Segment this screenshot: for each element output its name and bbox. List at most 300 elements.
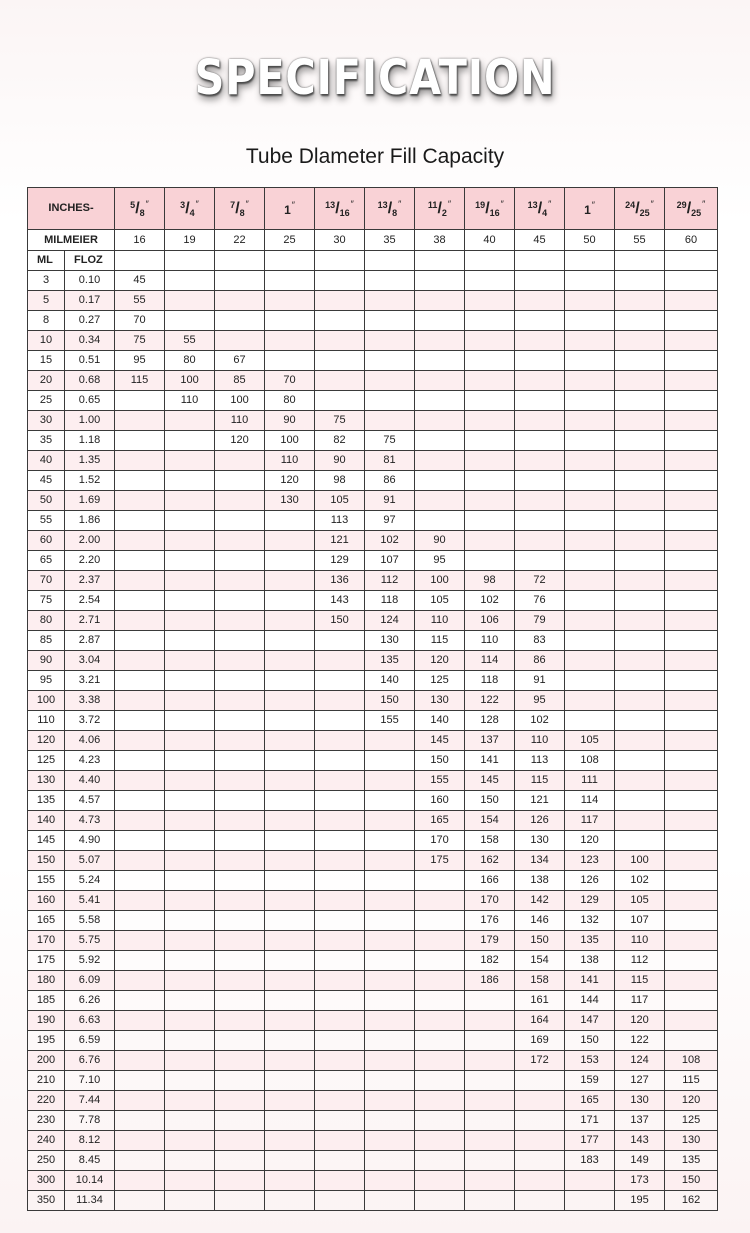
- ml-value: 190: [28, 1011, 65, 1031]
- capacity-cell: [215, 331, 265, 351]
- capacity-cell: [415, 951, 465, 971]
- floz-value: 3.21: [65, 671, 115, 691]
- capacity-cell: 150: [515, 931, 565, 951]
- capacity-cell: [415, 431, 465, 451]
- capacity-cell: [265, 511, 315, 531]
- capacity-cell: [665, 311, 718, 331]
- capacity-cell: 79: [515, 611, 565, 631]
- capacity-cell: [265, 891, 315, 911]
- diameter-inch-header: $^{19}/_{16}''$: [465, 188, 515, 230]
- capacity-cell: [615, 311, 665, 331]
- capacity-cell: [665, 711, 718, 731]
- units-row: [28, 251, 718, 271]
- capacity-cell: [165, 651, 215, 671]
- capacity-cell: [265, 571, 315, 591]
- capacity-cell: 124: [365, 611, 415, 631]
- capacity-cell: [515, 351, 565, 371]
- capacity-cell: 144: [565, 991, 615, 1011]
- capacity-cell: [465, 1011, 515, 1031]
- capacity-cell: [465, 1171, 515, 1191]
- capacity-cell: [165, 1071, 215, 1091]
- capacity-cell: [315, 651, 365, 671]
- capacity-cell: [515, 531, 565, 551]
- capacity-cell: [565, 1191, 615, 1211]
- capacity-cell: 120: [615, 1011, 665, 1031]
- capacity-cell: [365, 931, 415, 951]
- capacity-cell: 75: [315, 411, 365, 431]
- capacity-cell: [165, 1151, 215, 1171]
- capacity-cell: [215, 951, 265, 971]
- capacity-cell: [665, 271, 718, 291]
- capacity-cell: [215, 631, 265, 651]
- capacity-cell: [615, 471, 665, 491]
- capacity-row: [28, 331, 718, 351]
- capacity-cell: 121: [515, 791, 565, 811]
- capacity-cell: 150: [315, 611, 365, 631]
- capacity-cell: [415, 331, 465, 351]
- capacity-cell: [315, 391, 365, 411]
- capacity-cell: [565, 551, 615, 571]
- capacity-cell: [315, 791, 365, 811]
- ml-value: 140: [28, 811, 65, 831]
- capacity-cell: 70: [265, 371, 315, 391]
- capacity-cell: [565, 471, 615, 491]
- capacity-cell: [665, 611, 718, 631]
- capacity-cell: [565, 691, 615, 711]
- capacity-cell: [665, 451, 718, 471]
- capacity-cell: [115, 971, 165, 991]
- capacity-cell: 105: [415, 591, 465, 611]
- capacity-cell: 95: [415, 551, 465, 571]
- capacity-cell: [415, 271, 465, 291]
- capacity-cell: [165, 831, 215, 851]
- capacity-cell: [615, 491, 665, 511]
- capacity-cell: [315, 331, 365, 351]
- capacity-cell: [215, 771, 265, 791]
- capacity-cell: [115, 911, 165, 931]
- capacity-cell: [415, 1091, 465, 1111]
- capacity-cell: [665, 731, 718, 751]
- capacity-cell: [465, 471, 515, 491]
- capacity-cell: 125: [665, 1111, 718, 1131]
- capacity-cell: [115, 991, 165, 1011]
- capacity-cell: [515, 331, 565, 351]
- capacity-cell: [265, 831, 315, 851]
- capacity-cell: 81: [365, 451, 415, 471]
- capacity-row: [28, 1051, 718, 1071]
- capacity-cell: [315, 991, 365, 1011]
- capacity-cell: [665, 491, 718, 511]
- capacity-cell: [615, 691, 665, 711]
- capacity-cell: [165, 411, 215, 431]
- capacity-cell: 158: [465, 831, 515, 851]
- capacity-cell: [665, 871, 718, 891]
- capacity-cell: [265, 271, 315, 291]
- capacity-row: [28, 431, 718, 451]
- capacity-row: [28, 571, 718, 591]
- capacity-cell: 179: [465, 931, 515, 951]
- capacity-cell: 128: [465, 711, 515, 731]
- capacity-cell: [215, 831, 265, 851]
- capacity-row: [28, 531, 718, 551]
- ml-value: 25: [28, 391, 65, 411]
- floz-value: 6.59: [65, 1031, 115, 1051]
- capacity-cell: [165, 931, 215, 951]
- capacity-cell: [115, 651, 165, 671]
- ml-value: 125: [28, 751, 65, 771]
- capacity-cell: [265, 331, 315, 351]
- capacity-cell: [165, 1191, 215, 1211]
- capacity-cell: 141: [565, 971, 615, 991]
- capacity-cell: 165: [565, 1091, 615, 1111]
- capacity-row: [28, 711, 718, 731]
- capacity-row: [28, 851, 718, 871]
- floz-value: 1.86: [65, 511, 115, 531]
- capacity-cell: [165, 511, 215, 531]
- diameter-mm-value: 30: [315, 230, 365, 251]
- capacity-cell: [415, 1171, 465, 1191]
- ml-value: 75: [28, 591, 65, 611]
- capacity-cell: 97: [365, 511, 415, 531]
- capacity-cell: [565, 491, 615, 511]
- capacity-cell: [665, 911, 718, 931]
- capacity-cell: [515, 271, 565, 291]
- diameter-mm-value: 55: [615, 230, 665, 251]
- capacity-cell: 195: [615, 1191, 665, 1211]
- ml-value: 250: [28, 1151, 65, 1171]
- capacity-row: [28, 291, 718, 311]
- capacity-cell: [615, 671, 665, 691]
- capacity-cell: [515, 1111, 565, 1131]
- capacity-cell: [515, 451, 565, 471]
- capacity-cell: 175: [415, 851, 465, 871]
- capacity-row: [28, 371, 718, 391]
- millimeter-row: [28, 230, 718, 251]
- capacity-cell: 126: [515, 811, 565, 831]
- diameter-inch-header: $^{13}/_8''$: [365, 188, 415, 230]
- capacity-cell: [365, 951, 415, 971]
- diameter-inch-header: $^3/_4''$: [165, 188, 215, 230]
- capacity-cell: [265, 531, 315, 551]
- capacity-cell: [265, 291, 315, 311]
- capacity-cell: 72: [515, 571, 565, 591]
- capacity-cell: [365, 891, 415, 911]
- capacity-cell: [115, 711, 165, 731]
- capacity-cell: [615, 291, 665, 311]
- capacity-cell: [465, 271, 515, 291]
- capacity-cell: [215, 991, 265, 1011]
- capacity-cell: [115, 891, 165, 911]
- capacity-cell: [265, 1191, 315, 1211]
- capacity-cell: [165, 611, 215, 631]
- capacity-cell: [215, 1031, 265, 1051]
- capacity-cell: [615, 411, 665, 431]
- capacity-cell: [315, 1051, 365, 1071]
- capacity-cell: [415, 871, 465, 891]
- capacity-cell: [165, 851, 215, 871]
- capacity-cell: 120: [265, 471, 315, 491]
- capacity-row: [28, 791, 718, 811]
- capacity-cell: 120: [415, 651, 465, 671]
- capacity-cell: [165, 711, 215, 731]
- floz-value: 8.45: [65, 1151, 115, 1171]
- capacity-cell: [315, 951, 365, 971]
- capacity-cell: [265, 671, 315, 691]
- capacity-cell: 117: [565, 811, 615, 831]
- capacity-cell: [165, 1171, 215, 1191]
- capacity-cell: [515, 1091, 565, 1111]
- capacity-cell: [365, 771, 415, 791]
- capacity-cell: [665, 551, 718, 571]
- capacity-cell: [465, 1031, 515, 1051]
- capacity-cell: 80: [165, 351, 215, 371]
- capacity-cell: [265, 631, 315, 651]
- capacity-cell: 76: [515, 591, 565, 611]
- ml-value: 210: [28, 1071, 65, 1091]
- floz-value: 6.09: [65, 971, 115, 991]
- ml-value: 55: [28, 511, 65, 531]
- capacity-cell: 110: [165, 391, 215, 411]
- capacity-cell: [365, 1131, 415, 1151]
- units-empty-cell: [115, 251, 165, 271]
- capacity-cell: [415, 471, 465, 491]
- capacity-cell: 102: [515, 711, 565, 731]
- capacity-cell: [215, 271, 265, 291]
- capacity-cell: 173: [615, 1171, 665, 1191]
- capacity-cell: [615, 371, 665, 391]
- capacity-cell: [165, 631, 215, 651]
- capacity-cell: 150: [415, 751, 465, 771]
- capacity-cell: [215, 751, 265, 771]
- capacity-cell: [515, 1131, 565, 1151]
- capacity-cell: 170: [465, 891, 515, 911]
- capacity-cell: [315, 911, 365, 931]
- capacity-cell: 164: [515, 1011, 565, 1031]
- capacity-cell: [665, 1011, 718, 1031]
- capacity-row: [28, 691, 718, 711]
- capacity-cell: [115, 931, 165, 951]
- capacity-cell: [265, 1071, 315, 1091]
- units-empty-cell: [165, 251, 215, 271]
- capacity-cell: [215, 971, 265, 991]
- capacity-cell: [115, 1011, 165, 1031]
- capacity-row: [28, 1071, 718, 1091]
- capacity-cell: [515, 551, 565, 571]
- millimeter-label: MILMEIER: [28, 230, 115, 251]
- capacity-cell: [115, 1131, 165, 1151]
- ml-value: 8: [28, 311, 65, 331]
- floz-value: 0.34: [65, 331, 115, 351]
- capacity-cell: 158: [515, 971, 565, 991]
- capacity-cell: [215, 911, 265, 931]
- capacity-cell: 122: [615, 1031, 665, 1051]
- capacity-cell: [315, 1131, 365, 1151]
- capacity-cell: [315, 291, 365, 311]
- capacity-cell: [565, 711, 615, 731]
- diameter-mm-value: 45: [515, 230, 565, 251]
- floz-value: 0.17: [65, 291, 115, 311]
- capacity-cell: [165, 471, 215, 491]
- capacity-cell: [215, 891, 265, 911]
- capacity-cell: [165, 771, 215, 791]
- capacity-cell: 111: [565, 771, 615, 791]
- capacity-cell: [315, 831, 365, 851]
- capacity-cell: [115, 611, 165, 631]
- capacity-cell: 137: [615, 1111, 665, 1131]
- capacity-cell: [365, 1171, 415, 1191]
- capacity-cell: [215, 691, 265, 711]
- capacity-cell: [215, 1191, 265, 1211]
- capacity-cell: [365, 731, 415, 751]
- capacity-cell: [265, 1051, 315, 1071]
- capacity-cell: [365, 1031, 415, 1051]
- capacity-cell: [615, 511, 665, 531]
- capacity-cell: [665, 351, 718, 371]
- floz-value: 2.87: [65, 631, 115, 651]
- capacity-cell: 117: [615, 991, 665, 1011]
- capacity-cell: 95: [515, 691, 565, 711]
- capacity-cell: 153: [565, 1051, 615, 1071]
- ml-value: 85: [28, 631, 65, 651]
- capacity-cell: [565, 271, 615, 291]
- capacity-cell: 150: [665, 1171, 718, 1191]
- capacity-row: [28, 911, 718, 931]
- capacity-row: [28, 411, 718, 431]
- capacity-cell: [265, 691, 315, 711]
- capacity-cell: [115, 691, 165, 711]
- capacity-cell: 105: [615, 891, 665, 911]
- capacity-cell: [565, 531, 615, 551]
- capacity-cell: [365, 971, 415, 991]
- floz-value: 10.14: [65, 1171, 115, 1191]
- capacity-cell: 98: [465, 571, 515, 591]
- capacity-cell: [165, 951, 215, 971]
- ml-value: 35: [28, 431, 65, 451]
- capacity-cell: 115: [665, 1071, 718, 1091]
- capacity-cell: [465, 1191, 515, 1211]
- capacity-cell: [465, 1051, 515, 1071]
- capacity-cell: [115, 811, 165, 831]
- capacity-cell: 107: [615, 911, 665, 931]
- capacity-row: [28, 551, 718, 571]
- capacity-cell: [415, 1071, 465, 1091]
- capacity-cell: 118: [365, 591, 415, 611]
- capacity-cell: [415, 411, 465, 431]
- capacity-cell: [665, 531, 718, 551]
- capacity-cell: 102: [465, 591, 515, 611]
- capacity-cell: 86: [515, 651, 565, 671]
- capacity-cell: [265, 711, 315, 731]
- capacity-cell: [365, 371, 415, 391]
- floz-value: 5.92: [65, 951, 115, 971]
- capacity-cell: [365, 391, 415, 411]
- capacity-cell: [415, 311, 465, 331]
- capacity-cell: [615, 651, 665, 671]
- capacity-cell: [165, 311, 215, 331]
- ml-value: 200: [28, 1051, 65, 1071]
- ml-value: 350: [28, 1191, 65, 1211]
- floz-value: 3.72: [65, 711, 115, 731]
- capacity-cell: [615, 711, 665, 731]
- capacity-cell: 154: [515, 951, 565, 971]
- capacity-cell: [465, 1151, 515, 1171]
- capacity-cell: [165, 1091, 215, 1111]
- capacity-cell: [465, 291, 515, 311]
- capacity-cell: 110: [515, 731, 565, 751]
- floz-value: 5.75: [65, 931, 115, 951]
- capacity-cell: [565, 1171, 615, 1191]
- capacity-cell: [265, 791, 315, 811]
- capacity-cell: [365, 291, 415, 311]
- capacity-cell: 45: [115, 271, 165, 291]
- diameter-mm-value: 22: [215, 230, 265, 251]
- capacity-cell: [665, 831, 718, 851]
- capacity-cell: [115, 491, 165, 511]
- capacity-cell: [265, 591, 315, 611]
- capacity-row: [28, 991, 718, 1011]
- capacity-cell: [415, 391, 465, 411]
- capacity-row: [28, 631, 718, 651]
- capacity-cell: 166: [465, 871, 515, 891]
- capacity-cell: [615, 431, 665, 451]
- capacity-cell: [315, 851, 365, 871]
- capacity-cell: [115, 771, 165, 791]
- capacity-cell: [265, 991, 315, 1011]
- capacity-cell: 55: [165, 331, 215, 351]
- capacity-cell: [365, 331, 415, 351]
- floz-value: 5.07: [65, 851, 115, 871]
- capacity-cell: [465, 391, 515, 411]
- ml-value: 80: [28, 611, 65, 631]
- diameter-inch-header: $^{13}/_{16}''$: [315, 188, 365, 230]
- capacity-cell: [115, 1111, 165, 1131]
- capacity-cell: 125: [415, 671, 465, 691]
- capacity-cell: [115, 791, 165, 811]
- capacity-cell: [615, 591, 665, 611]
- capacity-cell: [465, 451, 515, 471]
- capacity-cell: [365, 1111, 415, 1131]
- capacity-cell: [565, 651, 615, 671]
- capacity-cell: [415, 491, 465, 511]
- ml-value: 300: [28, 1171, 65, 1191]
- ml-value: 65: [28, 551, 65, 571]
- capacity-cell: [165, 791, 215, 811]
- capacity-cell: [115, 391, 165, 411]
- capacity-row: [28, 391, 718, 411]
- ml-value: 170: [28, 931, 65, 951]
- capacity-cell: [665, 891, 718, 911]
- capacity-cell: [665, 751, 718, 771]
- capacity-cell: [565, 411, 615, 431]
- capacity-cell: [365, 991, 415, 1011]
- capacity-cell: [665, 671, 718, 691]
- diameter-inch-header: 1″: [565, 188, 615, 230]
- diameter-inch-header: $^{13}/_4''$: [515, 188, 565, 230]
- capacity-cell: 130: [265, 491, 315, 511]
- capacity-cell: [265, 1011, 315, 1031]
- ml-value: 20: [28, 371, 65, 391]
- capacity-cell: [365, 1091, 415, 1111]
- diameter-mm-value: 60: [665, 230, 718, 251]
- ml-value: 15: [28, 351, 65, 371]
- capacity-cell: [115, 1151, 165, 1171]
- capacity-cell: 85: [215, 371, 265, 391]
- units-empty-cell: [665, 251, 718, 271]
- capacity-cell: [265, 1171, 315, 1191]
- capacity-cell: [165, 551, 215, 571]
- capacity-cell: [115, 571, 165, 591]
- capacity-cell: [315, 1091, 365, 1111]
